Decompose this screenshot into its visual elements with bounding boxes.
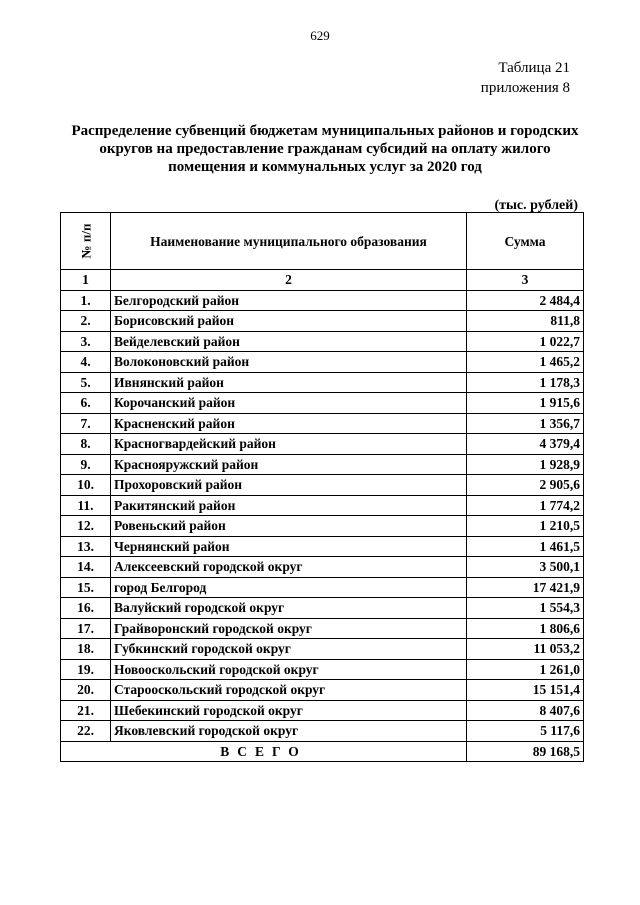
row-number: 7. bbox=[61, 413, 111, 434]
row-amount: 2 484,4 bbox=[467, 290, 584, 311]
row-number: 3. bbox=[61, 331, 111, 352]
table-row bbox=[61, 680, 584, 701]
row-amount: 8 407,6 bbox=[467, 700, 584, 721]
row-amount: 11 053,2 bbox=[467, 639, 584, 660]
table-row bbox=[61, 639, 584, 660]
row-number: 17. bbox=[61, 618, 111, 639]
row-name: Борисовский район bbox=[111, 311, 467, 332]
row-amount: 17 421,9 bbox=[467, 577, 584, 598]
table-row bbox=[61, 700, 584, 721]
units-label: (тыс. рублей) bbox=[494, 198, 578, 213]
title-line-3: помещения и коммунальных услуг за 2020 год bbox=[168, 159, 482, 175]
row-amount: 1 554,3 bbox=[467, 598, 584, 619]
table-row bbox=[61, 598, 584, 619]
row-amount: 15 151,4 bbox=[467, 680, 584, 701]
table-row bbox=[61, 290, 584, 311]
row-name: город Белгород bbox=[111, 577, 467, 598]
row-name: Грайворонский городской округ bbox=[111, 618, 467, 639]
row-name: Яковлевский городской округ bbox=[111, 721, 467, 742]
row-amount: 5 117,6 bbox=[467, 721, 584, 742]
header-amount: Сумма bbox=[467, 213, 584, 270]
row-amount: 1 210,5 bbox=[467, 516, 584, 537]
table-row bbox=[61, 454, 584, 475]
row-name: Красногвардейский район bbox=[111, 434, 467, 455]
row-number: 12. bbox=[61, 516, 111, 537]
title-line-2: округов на предоставление гражданам субсидий на оплату жилого bbox=[99, 141, 551, 157]
row-name: Ракитянский район bbox=[111, 495, 467, 516]
row-name: Алексеевский городской округ bbox=[111, 557, 467, 578]
row-name: Краснояружский район bbox=[111, 454, 467, 475]
row-amount: 1 774,2 bbox=[467, 495, 584, 516]
row-name: Красненский район bbox=[111, 413, 467, 434]
total-row bbox=[61, 741, 584, 762]
row-name: Губкинский городской округ bbox=[111, 639, 467, 660]
row-number: 15. bbox=[61, 577, 111, 598]
row-number: 16. bbox=[61, 598, 111, 619]
row-name: Волоконовский район bbox=[111, 352, 467, 373]
row-number: 14. bbox=[61, 557, 111, 578]
table-row bbox=[61, 577, 584, 598]
row-name: Вейделевский район bbox=[111, 331, 467, 352]
row-number: 1. bbox=[61, 290, 111, 311]
page-number: 629 bbox=[310, 28, 330, 43]
header-num: № п/п bbox=[61, 213, 111, 270]
row-amount: 2 905,6 bbox=[467, 475, 584, 496]
row-number: 21. bbox=[61, 700, 111, 721]
row-name: Корочанский район bbox=[111, 393, 467, 414]
row-amount: 3 500,1 bbox=[467, 557, 584, 578]
row-name: Валуйский городской округ bbox=[111, 598, 467, 619]
row-amount: 1 806,6 bbox=[467, 618, 584, 639]
row-number: 19. bbox=[61, 659, 111, 680]
table-row bbox=[61, 516, 584, 537]
total-label: ВСЕГО bbox=[61, 741, 467, 762]
row-amount: 1 465,2 bbox=[467, 352, 584, 373]
row-number: 18. bbox=[61, 639, 111, 660]
row-number: 4. bbox=[61, 352, 111, 373]
row-amount: 1 461,5 bbox=[467, 536, 584, 557]
row-amount: 1 356,7 bbox=[467, 413, 584, 434]
title-line-1: Распределение субвенций бюджетам муниципальных районов и городских bbox=[71, 123, 579, 139]
table-row bbox=[61, 536, 584, 557]
table-row bbox=[61, 331, 584, 352]
column-number: 2 bbox=[111, 270, 467, 291]
table-row bbox=[61, 721, 584, 742]
row-number: 2. bbox=[61, 311, 111, 332]
row-amount: 811,8 bbox=[467, 311, 584, 332]
row-name: Новооскольский городской округ bbox=[111, 659, 467, 680]
column-number: 1 bbox=[61, 270, 111, 291]
row-amount: 1 261,0 bbox=[467, 659, 584, 680]
table-row bbox=[61, 352, 584, 373]
row-name: Белгородский район bbox=[111, 290, 467, 311]
table-row bbox=[61, 393, 584, 414]
row-number: 8. bbox=[61, 434, 111, 455]
row-number: 11. bbox=[61, 495, 111, 516]
row-amount: 1 022,7 bbox=[467, 331, 584, 352]
caption-table-number: Таблица 21 bbox=[498, 60, 570, 76]
row-number: 6. bbox=[61, 393, 111, 414]
subvention-table bbox=[60, 212, 584, 762]
row-amount: 1 915,6 bbox=[467, 393, 584, 414]
row-number: 5. bbox=[61, 372, 111, 393]
table-row bbox=[61, 413, 584, 434]
table-row bbox=[61, 618, 584, 639]
row-amount: 1 928,9 bbox=[467, 454, 584, 475]
header-row bbox=[61, 213, 584, 270]
row-name: Чернянский район bbox=[111, 536, 467, 557]
column-number-row bbox=[61, 270, 584, 291]
row-name: Ивнянский район bbox=[111, 372, 467, 393]
row-number: 10. bbox=[61, 475, 111, 496]
row-number: 22. bbox=[61, 721, 111, 742]
row-name: Прохоровский район bbox=[111, 475, 467, 496]
table-row bbox=[61, 372, 584, 393]
table-row bbox=[61, 311, 584, 332]
header-name: Наименование муниципального образования bbox=[111, 213, 467, 270]
row-amount: 4 379,4 bbox=[467, 434, 584, 455]
row-name: Старооскольский городской округ bbox=[111, 680, 467, 701]
table-row bbox=[61, 495, 584, 516]
row-number: 20. bbox=[61, 680, 111, 701]
caption-appendix: приложения 8 bbox=[480, 80, 570, 96]
table-row bbox=[61, 475, 584, 496]
total-amount: 89 168,5 bbox=[467, 741, 584, 762]
table-row bbox=[61, 659, 584, 680]
row-name: Шебекинский городской округ bbox=[111, 700, 467, 721]
row-number: 9. bbox=[61, 454, 111, 475]
row-amount: 1 178,3 bbox=[467, 372, 584, 393]
row-number: 13. bbox=[61, 536, 111, 557]
table-caption bbox=[481, 58, 570, 98]
row-name: Ровеньский район bbox=[111, 516, 467, 537]
column-number: 3 bbox=[467, 270, 584, 291]
document-title bbox=[60, 122, 590, 176]
table-row bbox=[61, 434, 584, 455]
table-row bbox=[61, 557, 584, 578]
